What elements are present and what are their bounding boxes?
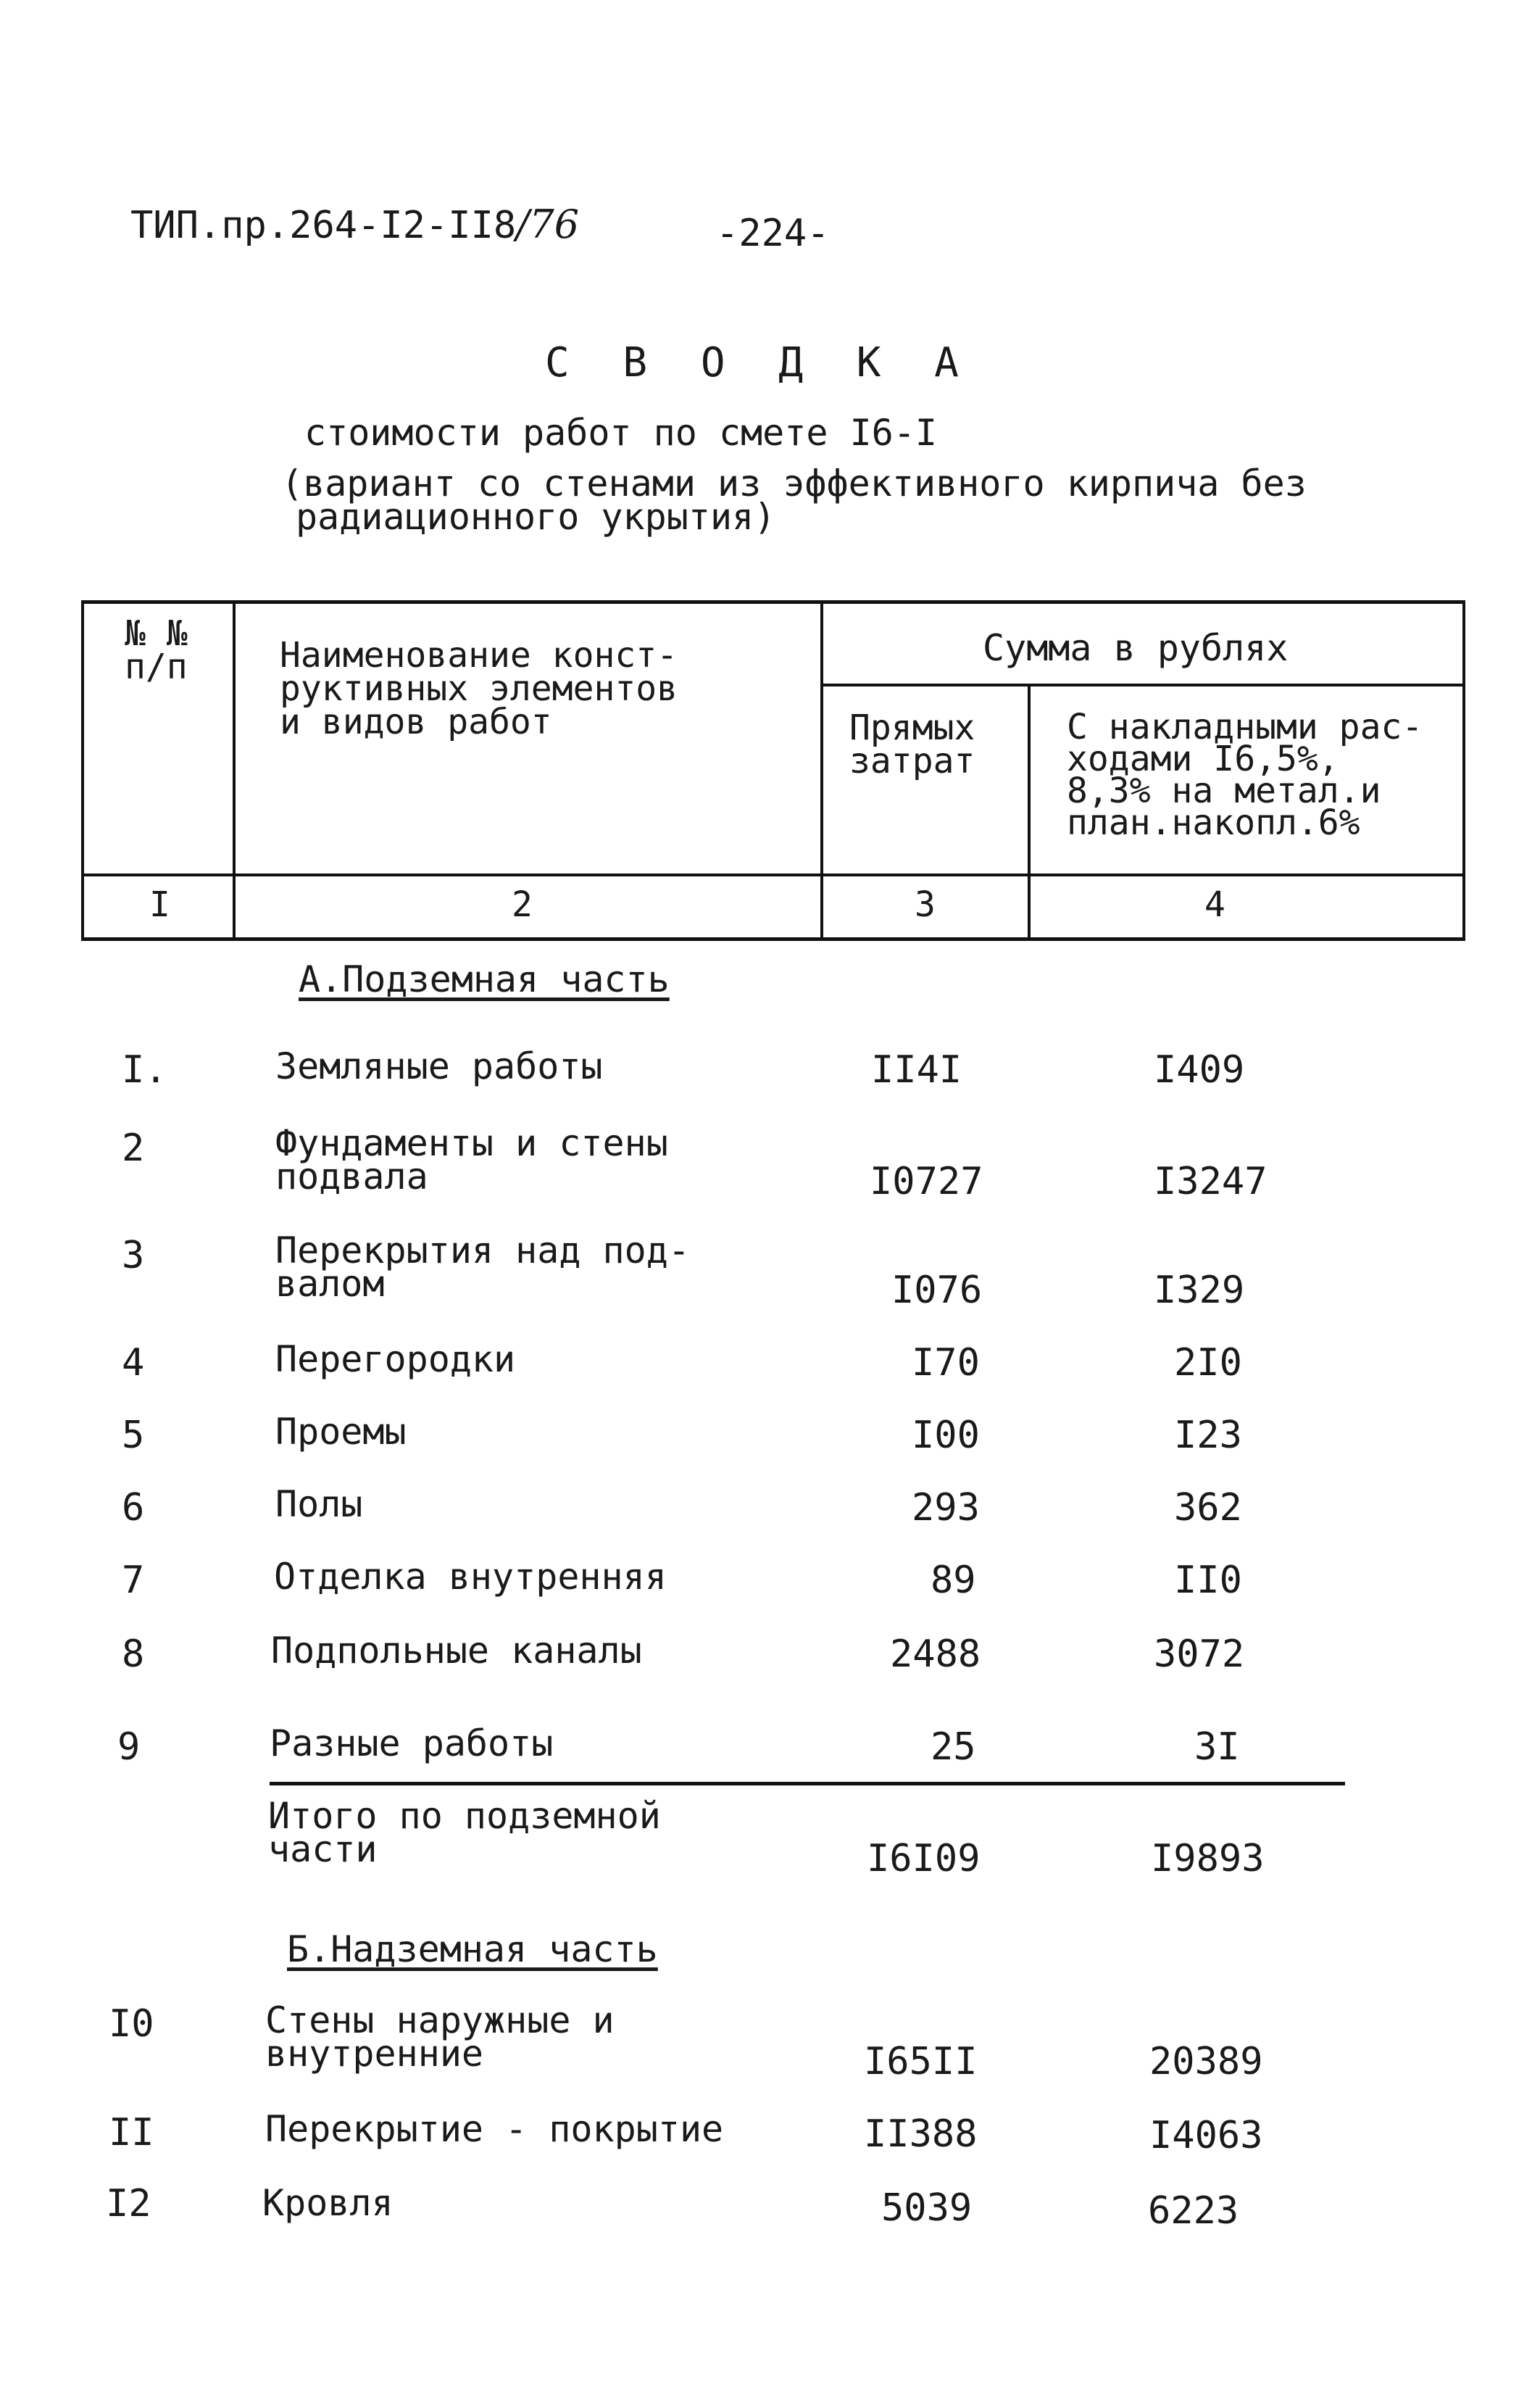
direct-cost: 25 — [931, 1725, 976, 1769]
direct-cost: 5039 — [881, 2186, 973, 2230]
col-name-header — [280, 635, 678, 742]
row-name-line: Разные работы — [270, 1722, 554, 1764]
direct-cost: I65II — [864, 2040, 978, 2083]
overhead-cost: I409 — [1154, 1048, 1245, 1092]
overhead-cost: II0 — [1174, 1559, 1242, 1602]
row-number: II — [109, 2111, 154, 2154]
direct-cost: I076 — [891, 1269, 983, 1312]
sum-header: Сумма в рублях — [983, 627, 1289, 669]
row-name — [265, 1999, 615, 2075]
row-name-line: Земляные работы — [275, 1045, 603, 1087]
row-number: 6 — [122, 1486, 145, 1530]
col-number-header — [125, 613, 188, 687]
header-line: 8,3% на метал.и — [1067, 771, 1381, 811]
row-name — [275, 1411, 407, 1453]
row-number: 8 — [122, 1632, 145, 1676]
row-name — [275, 1338, 516, 1380]
direct-cost: II4I — [871, 1048, 962, 1092]
variant-line: (вариант со стенами из эффективного кирпича без — [281, 462, 1307, 505]
document-subtitle: стоимости работ по смете I6-I — [304, 412, 937, 454]
col-direct-header — [849, 708, 975, 781]
header-line: С накладными рас- — [1067, 707, 1423, 747]
row-name-line: подвала — [275, 1156, 428, 1198]
section-title: А.Подземная часть — [299, 958, 670, 1000]
section-title: Б.Надземная часть — [287, 1928, 658, 1970]
row-name — [275, 1122, 668, 1198]
row-name-line: Проемы — [275, 1411, 407, 1453]
row-name-line: Стены наружные и — [265, 1999, 615, 2041]
row-name — [265, 2108, 724, 2150]
header-line: Прямых — [849, 708, 975, 748]
row-divider — [820, 684, 1462, 686]
document-code-handwritten: /76 — [516, 202, 580, 247]
row-name-line: Отделка внутренняя — [274, 1556, 667, 1598]
col-index: 2 — [512, 884, 533, 925]
header-line: руктивных элементов — [280, 668, 678, 709]
overhead-cost: 3I — [1194, 1725, 1240, 1769]
table-header — [81, 600, 1465, 941]
row-number: 4 — [122, 1341, 145, 1385]
row-name-line: Полы — [275, 1483, 363, 1525]
col-index: 4 — [1204, 884, 1225, 925]
direct-cost: 89 — [931, 1559, 976, 1602]
row-number: I0 — [109, 2002, 154, 2046]
column-divider — [820, 604, 823, 937]
total-label-line: Итого по подземной — [268, 1795, 661, 1837]
direct-cost: II388 — [864, 2112, 978, 2156]
row-divider — [84, 874, 1462, 876]
row-number: I2 — [106, 2182, 151, 2225]
row-name-line: Фундаменты и стены — [275, 1122, 668, 1164]
header-line: план.накопл.6% — [1067, 802, 1360, 843]
direct-cost: I70 — [912, 1341, 980, 1385]
row-number: 7 — [122, 1559, 145, 1602]
row-name — [275, 1229, 690, 1305]
overhead-cost: I3247 — [1154, 1160, 1268, 1203]
variant-note — [281, 462, 1307, 538]
column-divider — [233, 604, 236, 937]
col-index: 3 — [915, 884, 936, 925]
column-divider — [1028, 684, 1031, 937]
direct-cost: 2488 — [890, 1632, 981, 1676]
overhead-cost: 6223 — [1148, 2189, 1239, 2233]
total-label — [268, 1795, 661, 1870]
row-name-line: Перекрытия над под- — [275, 1229, 690, 1271]
document-title: С В О Д К А — [545, 339, 973, 386]
document-code — [130, 202, 579, 247]
row-name-line: валом — [275, 1263, 385, 1305]
header-line: ходами I6,5%, — [1067, 739, 1339, 779]
total-overhead-cost: I9893 — [1151, 1837, 1265, 1880]
row-name — [270, 1722, 554, 1764]
row-name — [271, 1630, 642, 1672]
overhead-cost: 3072 — [1154, 1632, 1245, 1676]
variant-line: радиационного укрытия) — [296, 496, 776, 538]
direct-cost: 293 — [912, 1486, 980, 1530]
subtotal-rule — [270, 1782, 1345, 1785]
row-name — [275, 1483, 363, 1525]
page-number: -224- — [716, 212, 830, 255]
overhead-cost: I23 — [1174, 1414, 1242, 1457]
row-name-line: Перегородки — [275, 1338, 516, 1380]
row-name-line: внутренние — [265, 2033, 484, 2075]
direct-cost: I00 — [912, 1414, 980, 1457]
header-line: Наименование конст- — [280, 635, 678, 676]
col-index: I — [149, 884, 170, 925]
row-name-line: Подпольные каналы — [271, 1630, 642, 1672]
row-number: I. — [122, 1048, 167, 1092]
row-name-line: Кровля — [262, 2182, 394, 2224]
document-code-text: ТИП.пр.264-I2-II8 — [130, 204, 517, 247]
overhead-cost: I4063 — [1149, 2114, 1263, 2157]
row-name — [275, 1045, 603, 1087]
direct-cost: I0727 — [870, 1160, 983, 1203]
header-line: п/п — [125, 647, 188, 687]
header-line: и видов работ — [280, 702, 552, 742]
overhead-cost: 2I0 — [1174, 1341, 1242, 1385]
row-name — [274, 1556, 667, 1598]
row-number: 9 — [117, 1725, 141, 1769]
overhead-cost: I329 — [1154, 1269, 1245, 1312]
total-direct-cost: I6I09 — [867, 1837, 981, 1880]
row-name-line: Перекрытие - покрытие — [265, 2108, 724, 2150]
row-number: 5 — [122, 1414, 145, 1457]
row-number: 2 — [122, 1127, 145, 1170]
header-line: № № — [125, 613, 188, 654]
total-label-line: части — [268, 1828, 378, 1870]
col-overhead-header — [1067, 707, 1423, 843]
overhead-cost: 362 — [1174, 1486, 1242, 1530]
overhead-cost: 20389 — [1149, 2040, 1263, 2083]
header-line: затрат — [849, 741, 975, 781]
row-name — [262, 2182, 394, 2224]
row-number: 3 — [122, 1234, 145, 1277]
